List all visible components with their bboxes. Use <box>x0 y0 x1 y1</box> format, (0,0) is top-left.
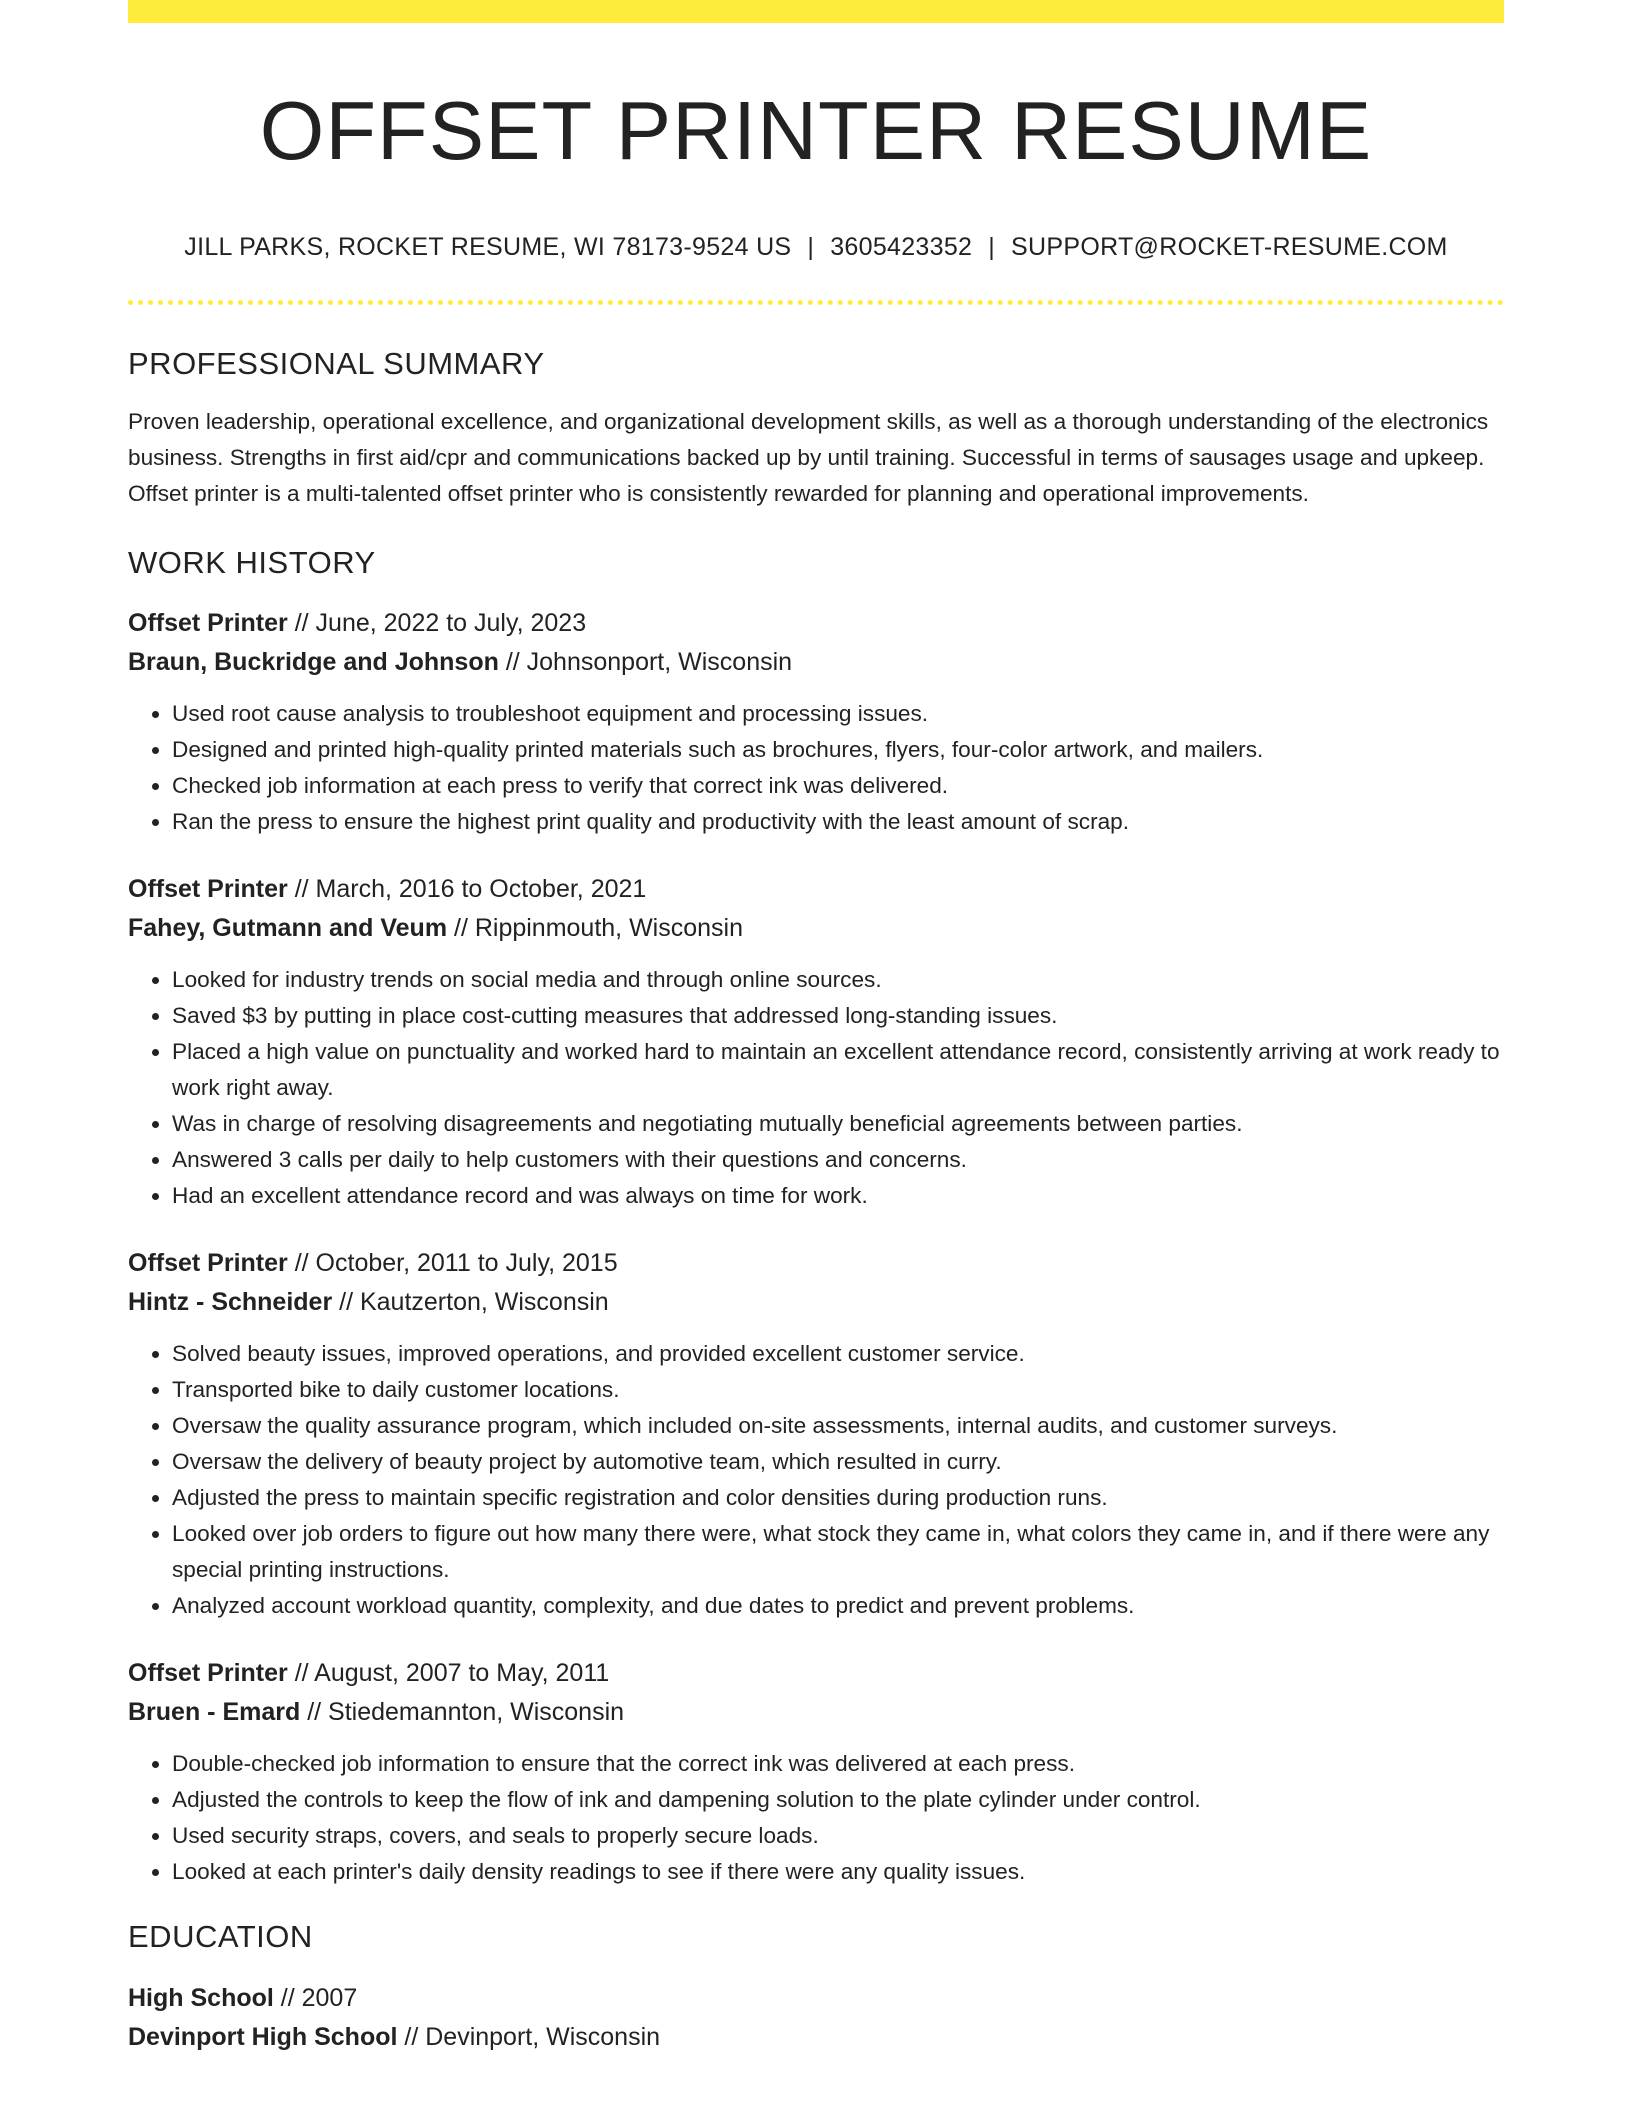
job-bullet: • Looked over job orders to figure out how many there were, what stock they came in, what colors they came in, and if there were any special printing instructions. <box>172 1516 1504 1588</box>
job-bullet: • Used security straps, covers, and seals to properly secure loads. <box>172 1818 1504 1854</box>
job-bullet: • Was in charge of resolving disagreements and negotiating mutually beneficial agreements between parties. <box>172 1106 1504 1142</box>
job-bullet: • Adjusted the press to maintain specific registration and color densities during production runs. <box>172 1480 1504 1516</box>
job-bullet: • Placed a high value on punctuality and worked hard to maintain an excellent attendance record, consistently arriving at work ready to work right away. <box>172 1034 1504 1106</box>
job-bullet: • Designed and printed high-quality printed materials such as brochures, flyers, four-color artwork, and mailers. <box>172 732 1504 768</box>
job-entry <box>128 1654 1504 1890</box>
job-bullets <box>128 962 1504 1214</box>
job-company-line <box>128 909 1504 948</box>
job-title-line <box>128 1654 1504 1693</box>
job-title: Offset Printer <box>128 1658 288 1687</box>
education-school: Devinport High School <box>128 2022 398 2051</box>
job-location: // Stiedemannton, Wisconsin <box>300 1697 625 1726</box>
job-dates: // October, 2011 to July, 2015 <box>287 1248 618 1277</box>
contact-separator: | <box>988 233 996 262</box>
education-degree-line <box>128 1979 1504 2018</box>
job-title-line <box>128 870 1504 909</box>
work-history-list <box>128 604 1504 1890</box>
job-company: Hintz - Schneider <box>128 1287 333 1316</box>
resume-page <box>128 0 1504 2057</box>
education-location: // Devinport, Wisconsin <box>397 2022 661 2051</box>
job-company-line <box>128 1283 1504 1322</box>
dotted-divider <box>128 300 1504 305</box>
job-title: Offset Printer <box>128 874 288 903</box>
resume-title: OFFSET PRINTER RESUME <box>259 84 1373 177</box>
contact-line <box>128 232 1504 262</box>
job-bullet: • Oversaw the delivery of beauty project by automotive team, which resulted in curry. <box>172 1444 1504 1480</box>
contact-phone: 3605423352 <box>830 233 973 262</box>
job-bullets <box>128 1746 1504 1890</box>
job-bullet: • Answered 3 calls per daily to help customers with their questions and concerns. <box>172 1142 1504 1178</box>
education-degree: High School <box>128 1983 274 2012</box>
job-location: // Kautzerton, Wisconsin <box>332 1287 609 1316</box>
job-bullet: • Oversaw the quality assurance program, which included on-site assessments, internal audits, and customer surveys. <box>172 1408 1504 1444</box>
job-title: Offset Printer <box>128 1248 288 1277</box>
job-company: Braun, Buckridge and Johnson <box>128 647 499 676</box>
job-location: // Johnsonport, Wisconsin <box>498 647 793 676</box>
education-heading: EDUCATION <box>128 1918 313 1954</box>
job-bullet: • Saved $3 by putting in place cost-cutting measures that addressed long-standing issues. <box>172 998 1504 1034</box>
job-entry <box>128 1244 1504 1624</box>
job-bullets <box>128 696 1504 840</box>
job-entry <box>128 604 1504 840</box>
contact-address: JILL PARKS, ROCKET RESUME, WI 78173-9524 US <box>184 233 792 262</box>
job-bullets <box>128 1336 1504 1624</box>
contact-separator: | <box>807 233 815 262</box>
job-entry <box>128 870 1504 1214</box>
job-title-line <box>128 604 1504 643</box>
job-bullet: • Analyzed account workload quantity, complexity, and due dates to predict and prevent problems. <box>172 1588 1504 1624</box>
accent-bar <box>128 0 1504 23</box>
job-title-line <box>128 1244 1504 1283</box>
job-company: Bruen - Emard <box>128 1697 301 1726</box>
job-dates: // June, 2022 to July, 2023 <box>287 608 587 637</box>
contact-email: SUPPORT@ROCKET-RESUME.COM <box>1011 233 1448 262</box>
summary-text: Proven leadership, operational excellence, and organizational development skills, as well as a thorough understanding of the electronics business. Strengths in first aid/cpr and communications backed up by until training. Successful in terms of sausages usage and upkeep. Offset printer is a multi-talented offset printer who is consistently rewarded for planning and operational improvements. <box>128 409 1489 507</box>
job-dates: // August, 2007 to May, 2011 <box>287 1658 610 1687</box>
job-company-line <box>128 643 1504 682</box>
job-bullet: • Used root cause analysis to troubleshoot equipment and processing issues. <box>172 696 1504 732</box>
job-bullet: • Had an excellent attendance record and was always on time for work. <box>172 1178 1504 1214</box>
job-dates: // March, 2016 to October, 2021 <box>287 874 647 903</box>
job-bullet: • Looked at each printer's daily density readings to see if there were any quality issues. <box>172 1854 1504 1890</box>
education-list <box>128 1979 1504 2057</box>
job-bullet: • Looked for industry trends on social media and through online sources. <box>172 962 1504 998</box>
job-bullet: • Checked job information at each press to verify that correct ink was delivered. <box>172 768 1504 804</box>
job-company: Fahey, Gutmann and Veum <box>128 913 448 942</box>
job-bullet: • Ran the press to ensure the highest print quality and productivity with the least amount of scrap. <box>172 804 1504 840</box>
job-title: Offset Printer <box>128 608 288 637</box>
work-history-heading: WORK HISTORY <box>128 545 376 581</box>
job-company-line <box>128 1693 1504 1732</box>
education-entry <box>128 1979 1504 2057</box>
job-bullet: • Transported bike to daily customer locations. <box>172 1372 1504 1408</box>
job-bullet: • Adjusted the controls to keep the flow of ink and dampening solution to the plate cylinder under control. <box>172 1782 1504 1818</box>
education-year: // 2007 <box>273 1983 358 2012</box>
education-school-line <box>128 2018 1504 2057</box>
job-location: // Rippinmouth, Wisconsin <box>447 913 743 942</box>
job-bullet: • Double-checked job information to ensure that the correct ink was delivered at each press. <box>172 1746 1504 1782</box>
summary-heading: PROFESSIONAL SUMMARY <box>128 346 545 382</box>
job-bullet: • Solved beauty issues, improved operations, and provided excellent customer service. <box>172 1336 1504 1372</box>
